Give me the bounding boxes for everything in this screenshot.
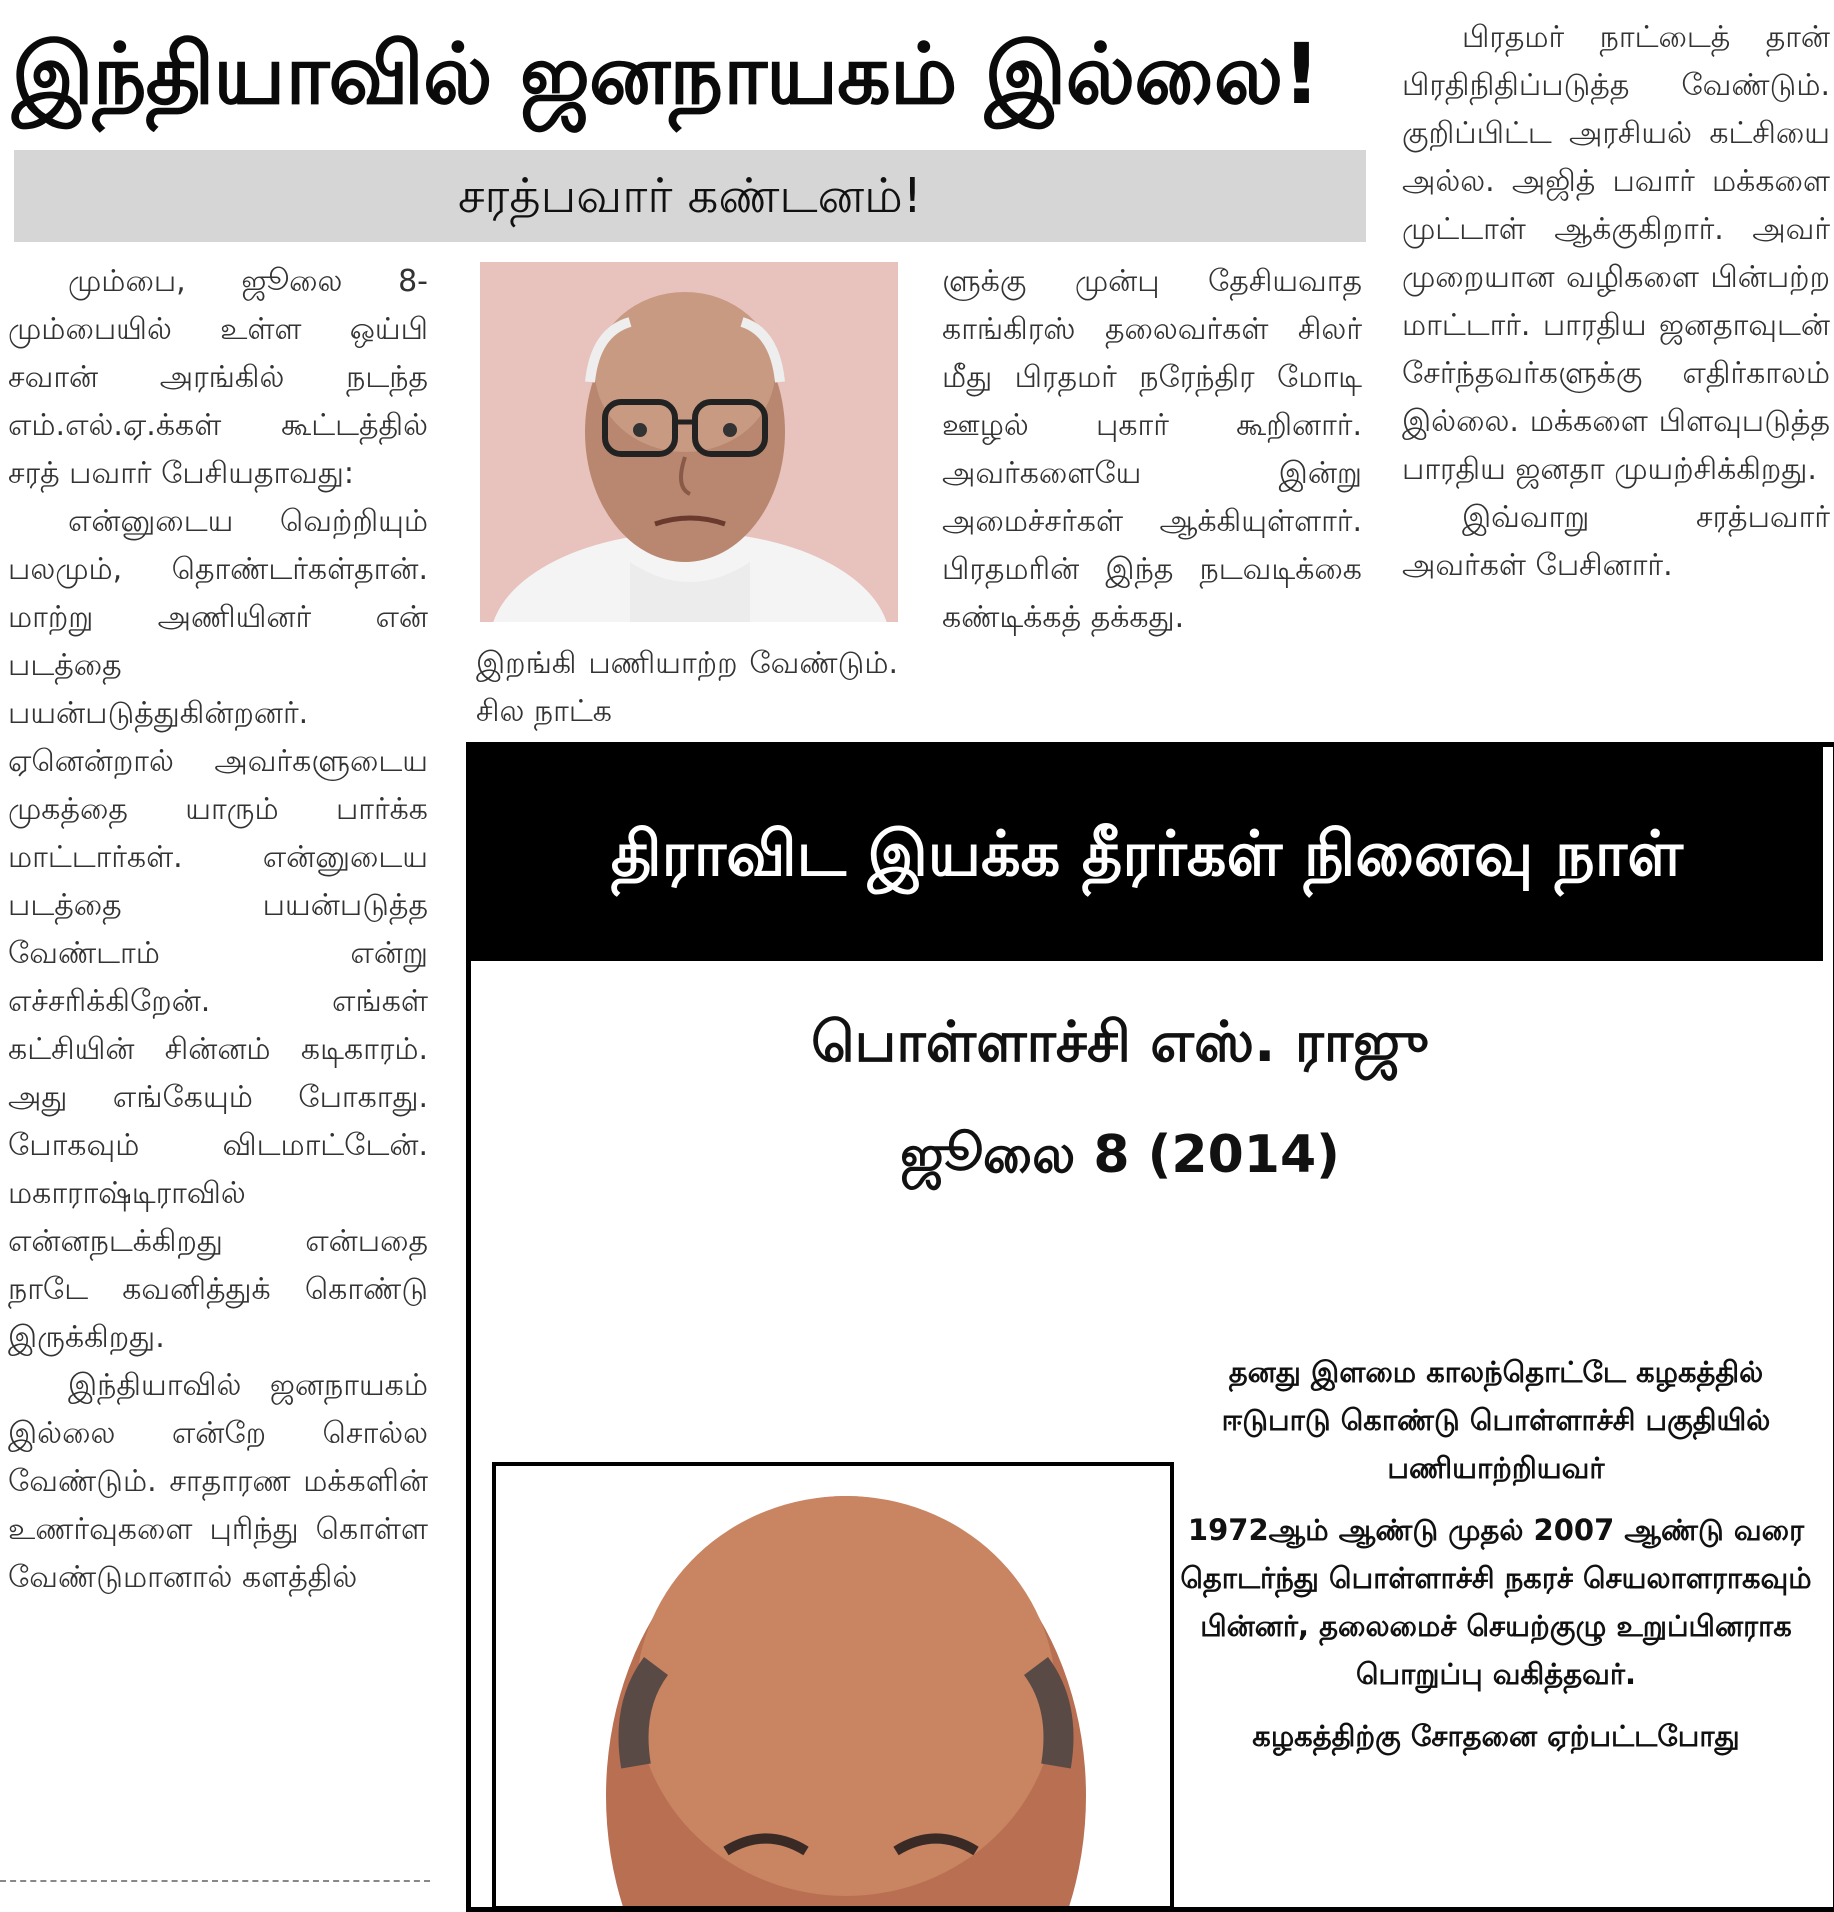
article-column-2 xyxy=(476,640,898,740)
headline: இந்தியாவில் ஜனநாயகம் இல்லை! xyxy=(12,25,1320,123)
article-column-1 xyxy=(8,258,428,1848)
portrait-illustration xyxy=(480,262,898,622)
article-paragraph: பிரதமர் நாட்டைத் தான் பிரதிநிதிப்படுத்த வேண்டும். குறிப்பிட்ட அரசியல் கட்சியை அல்ல. அஜித் பவார் மக்களை முட்டாள் ஆக்குகிறார். அவர் முறையான வழிகளை பின்பற்ற மாட்டார். பாரதிய ஜனதாவுடன் சேர்ந்தவர்களுக்கு எதிர்காலம் இல்லை. மக்களை பிளவுபடுத்த பாரதிய ஜனதா முயற்சிக்கிறது. xyxy=(1402,20,1830,487)
article-paragraph: மும்பை, ஜூலை 8- மும்பையில் உள்ள ஒய்பி சவான் அரங்கில் நடந்த எம்.எல்.ஏ.க்கள் கூட்டத்தில் சரத் பவார் பேசியதாவது: xyxy=(8,264,428,491)
bio-paragraph: 1972ஆம் ஆண்டு முதல் 2007 ஆண்டு வரை தொடர்ந்து பொள்ளாச்சி நகரச் செயலாளராகவும் பின்னர், தலைமைச் செயற்குழு உறுப்பினராக பொறுப்பு வகித்தவர். xyxy=(1180,1513,1812,1691)
bio-paragraph: தனது இளமை காலந்தொட்டே கழகத்தில் ஈடுபாடு கொண்டு பொள்ளாச்சி பகுதியில் பணியாற்றியவர் xyxy=(1221,1355,1771,1485)
memorial-title: திராவிட இயக்க தீரர்கள் நினைவு நாள் xyxy=(610,817,1684,890)
memorial-biography xyxy=(1176,1348,1816,1888)
article-column-3 xyxy=(942,258,1362,738)
bio-paragraph: கழகத்திற்கு சோதனை ஏற்பட்டபோது xyxy=(1252,1719,1740,1753)
subheadline: சரத்பவார் கண்டனம்! xyxy=(457,168,923,224)
article-paragraph: என்னுடைய வெற்றியும் பலமும், தொண்டர்கள்தான். மாற்று அணியினர் என் படத்தை பயன்படுத்துகின்றனர். ஏனென்றால் அவர்களுடைய முகத்தை யாரும் பார்க்க மாட்டார்கள். என்னுடைய படத்தை பயன்படுத்த வேண்டாம் என்று எச்சரிக்கிறேன். எங்கள் கட்சியின் சின்னம் கடிகாரம். அது எங்கேயும் போகாது. போகவும் விடமாட்டேன். மகாராஷ்டிராவில் என்னநடக்கிறது என்பதை நாடே கவனித்துக் கொண்டு இருக்கிறது. xyxy=(8,504,428,1355)
article-column-4 xyxy=(1402,14,1830,734)
article-paragraph: இவ்வாறு சரத்பவார் அவர்கள் பேசினார். xyxy=(1402,500,1830,583)
memorial-person-name: பொள்ளாச்சி எஸ். ராஜு xyxy=(811,1010,1429,1075)
article-paragraph: இறங்கி பணியாற்ற வேண்டும். சில நாட்க xyxy=(476,646,898,729)
article-paragraph: ளுக்கு முன்பு தேசியவாத காங்கிரஸ் தலைவர்கள் சிலர் மீது பிரதமர் நரேந்திர மோடி ஊழல் புகார் கூறினார். அவர்களையே இன்று அமைச்சர்கள் ஆக்கியுள்ளார். பிரதமரின் இந்த நடவடிக்கை கண்டிக்கத் தக்கது. xyxy=(942,264,1362,635)
sharad-pawar-photo xyxy=(480,262,898,622)
column-divider xyxy=(0,1880,430,1882)
memorial-portrait-illustration xyxy=(496,1466,1170,1906)
memorial-date: ஜூலை 8 (2014) xyxy=(900,1125,1340,1185)
article-paragraph: இந்தியாவில் ஜனநாயகம் இல்லை என்றே சொல்ல வேண்டும். சாதாரண மக்களின் உணர்வுகளை புரிந்து கொள்ள வேண்டுமானால் களத்தில் xyxy=(8,1368,428,1595)
memorial-portrait xyxy=(492,1462,1174,1910)
